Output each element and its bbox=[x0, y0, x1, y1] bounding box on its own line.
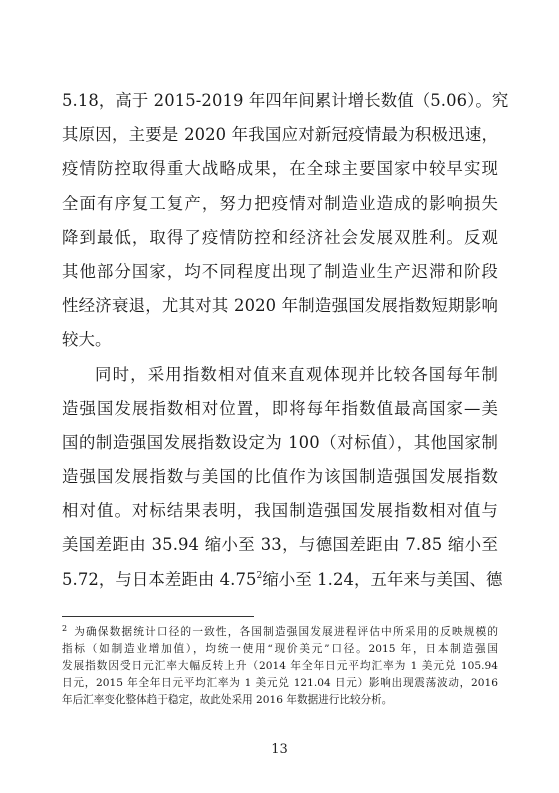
text-line: 造强国发展指数与美国的比值作为该国制造强国发展指数 bbox=[62, 467, 498, 487]
text-line: 其原因，主要是 2020 年我国应对新冠疫情最为积极迅速， bbox=[62, 125, 498, 145]
footnote-line: 指标（如制造业增加值），均统一使用“现价美元”口径。2015 年，日本制造强国 bbox=[62, 643, 498, 655]
text-line: 5.18，高于 2015-2019 年四年间累计增长数值（5.06）。究 bbox=[62, 91, 509, 110]
text-segment: 5.72，与日本差距由 4.75 bbox=[62, 569, 257, 589]
text-line: 降到最低，取得了疫情防控和经济社会发展双胜利。反观 bbox=[62, 227, 498, 247]
text-line: 造强国发展指数相对位置，即将每年指数值最高国家—美 bbox=[62, 398, 498, 418]
page-number: 13 bbox=[271, 742, 288, 757]
text-line bbox=[62, 563, 503, 597]
footnote-divider bbox=[62, 616, 254, 617]
text-segment: 缩小至 1.24，五年来与美国、德 bbox=[262, 569, 503, 589]
text-line: 较大。 bbox=[62, 330, 112, 350]
footnote-number: 2 bbox=[62, 624, 68, 633]
body-text bbox=[62, 84, 509, 597]
text-line: 国的制造强国发展指数设定为 100（对标值），其他国家制 bbox=[62, 432, 498, 452]
footnote-line: 日元，2015 年全年日元平均汇率为 1 美元兑 121.04 日元）影响出现震荡波动，2016 bbox=[62, 677, 498, 689]
text-line: 相对值。对标结果表明，我国制造强国发展指数相对值与 bbox=[62, 501, 498, 521]
text-line: 全面有序复工复产，努力把疫情对制造业造成的影响损失 bbox=[62, 193, 498, 213]
text-line: 其他部分国家，均不同程度出现了制造业生产迟滞和阶段 bbox=[62, 261, 498, 281]
text-line: 性经济衰退，尤其对其 2020 年制造强国发展指数短期影响 bbox=[62, 296, 498, 316]
footnote-line: 年后汇率变化整体趋于稳定，故此处采用 2016 年数据进行比较分析。 bbox=[62, 694, 393, 706]
text-line: 同时，采用指数相对值来直观体现并比较各国每年制 bbox=[95, 364, 498, 384]
text-line: 疫情防控取得重大战略成果，在全球主要国家中较早实现 bbox=[62, 159, 498, 179]
paragraph-1 bbox=[62, 84, 509, 358]
footnote-reference[interactable]: 2 bbox=[256, 570, 263, 581]
paragraph-2 bbox=[62, 358, 503, 597]
text-line: 美国差距由 35.94 缩小至 33，与德国差距由 7.85 缩小至 bbox=[62, 535, 498, 555]
footnote-line: 发展指数因受日元汇率大幅反转上升（2014 年全年日元平均汇率为 1 美元兑 105.94 bbox=[62, 660, 498, 672]
footnote bbox=[62, 624, 498, 709]
footnote-text: 为确保数据统计口径的一致性，各国制造强国发展进程评估中所采用的反映规模的 bbox=[73, 626, 498, 638]
footnote-line bbox=[62, 624, 498, 641]
